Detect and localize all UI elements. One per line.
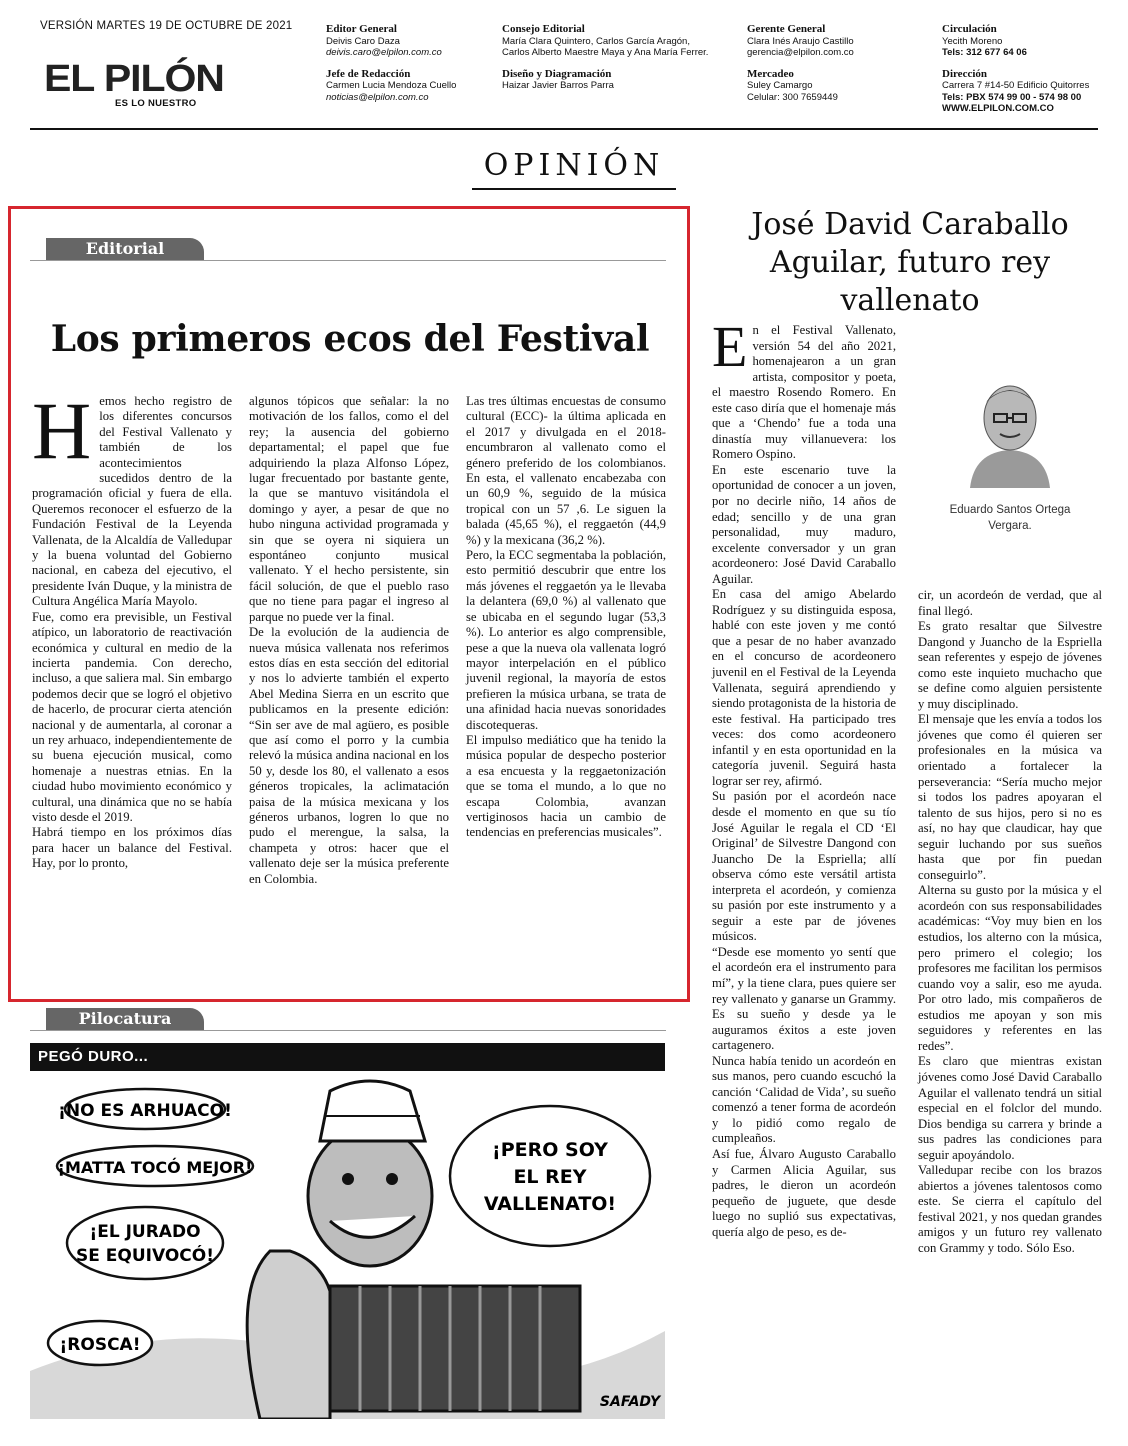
paragraph: “Desde ese momento yo sentí que el acordeón era el instrumento para mí”, y la tiene clara, pues quiere ser rey vallenato y ganarse un Grammy. Es su sueño y desde ya le auguramos éxitos a este joven cartagenero. <box>712 944 896 1053</box>
speech-bubble <box>67 1207 223 1279</box>
paragraph: De la evolución de la audiencia de nueva música vallenata nos referimos estos días en esta sección del editorial y nos lo advierte también el experto Abel Medina Sierra en un escrito que publicamos en la presente edición: “Sin ser ave de mal agüero, es posible que así como el porro y la cumbia relevó la música andina nacional en los 50 y, desde los 80, el vallenato a esos géneros tropicales, la aclimatación paisa de la música mexicana y los géneros urbanos, logren lo que no pudo el merengue, la salsa, la champeta y otros: hacer que el vallenato deje ser la música preferente en Colombia. <box>249 625 449 886</box>
staff-name: Carmen Lucia Mendoza Cuello <box>326 80 457 91</box>
newspaper-slogan: ES LO NUESTRO <box>115 98 197 109</box>
staff-label: Gerente General <box>747 23 826 35</box>
paragraph: En casa del amigo Abelardo Rodríguez y su distinguida esposa, hablé con este joven y me contó que a pesar de no haber avanzado en el concurso de acordeonero juvenil en el Festival de la Leyenda Vallenata, seguirá aprendiendo y siendo protagonista de la historia de este festival. Ha participado tres veces: dos como acordeonero infantil y en esta oportunidad en la categoría juvenil. Seguirá hasta lograr ser rey, afirmó. <box>712 587 896 788</box>
pilocatura-tab-rule <box>30 1030 666 1031</box>
speech-bubble-text: ¡EL JURADO <box>89 1222 201 1242</box>
accordion-icon <box>330 1286 580 1411</box>
column-headline: José David Caraballo Aguilar, futuro rey vallenato <box>751 207 1069 318</box>
pilocatura-tab: Pilocatura <box>46 1008 204 1030</box>
speech-bubble-text: EL REY <box>513 1166 587 1188</box>
editorial-dropcap: H <box>32 385 92 476</box>
staff-name: Clara Inés Araujo Castillo <box>747 35 854 47</box>
staff-email: noticias@elpilon.com.co <box>326 91 429 103</box>
speech-bubble-text: ¡MATTA TOCÓ MEJOR! <box>57 1158 253 1177</box>
staff-name: Haizar Javier Barros Parra <box>502 80 614 91</box>
paragraph: cir, un acordeón de verdad, que al final llegó. <box>918 588 1102 618</box>
section-title: OPINIÓN <box>472 148 676 190</box>
paragraph: Es grato resaltar que Silvestre Dangond y Juancho de la Espriella sean referentes y espejo de jóvenes como este inquieto muchacho que se define como alguien persistente y muy disciplinado. <box>918 619 1102 711</box>
paragraph: Las tres últimas encuestas de consumo cultural (ECC)- la última aplicada en el 2017 y divulgada en el 2018- encumbraron al vallenato como el género preferido de los colombianos. En esta, el vallenato encabezaba con un 60,9 %, seguido de la música tropical con un 57 ,6. Le siguen la balada (45,65 %), el reggaetón (44,9 %) y la mexicana (36,2 %). <box>466 394 666 547</box>
paragraph: Fue, como era previsible, un Festival atípico, un laboratorio de reactivación económica y cultural en medio de la incierta pandemia. Con derecho, incluso, a que saliera mal. Sin embargo podemos decir que se logró el objetivo de hacerlo, de procurar cierta atención nacional y de aumentarla, al coronar a un rey arhuaco, independientemente de su buena ejecución musical, como homenaje a nuestras etnias. En la ciudad hubo movimiento económico y cultural, una dinámica que no se había visto desde el 2019. <box>32 609 232 824</box>
website-link[interactable]: WWW.ELPILON.COM.CO <box>942 103 1054 114</box>
paragraph: Es claro que mientras existan jóvenes como José David Caraballo Aguilar el vallenato tendrá un sitial especial en el folclor del mundo. Dios bendiga su carrera y brinde a sus padres las condiciones para seguir apoyándolo. <box>918 1054 1102 1162</box>
paragraph: emos hecho registro de los diferentes concursos del Festival Vallenato y también de los acontecimientos sucedidos dentro de la programación oficial y fuera de ella. Queremos reconocer el esfuerzo de la Fundación Festival de la Leyenda Vallenata, de la Alcaldía de Valledupar y la buena voluntad del Gobierno nacional, en cabeza del ejecutivo, el presidente Iván Duque, y la ministra de Cultura Angélica María Mayolo. <box>32 394 232 609</box>
column-text-1 <box>712 314 896 1240</box>
staff-label: Circulación <box>942 23 997 35</box>
author-photo <box>966 370 1054 488</box>
cartoon-eye <box>342 1173 354 1185</box>
staff-label: Diseño y Diagramación <box>502 67 612 80</box>
staff-email: gerencia@elpilon.com.co <box>747 47 854 58</box>
edition-date: VERSIÓN MARTES 19 DE OCTUBRE DE 2021 <box>40 20 293 32</box>
paragraph: Alterna su gusto por la música y el acordeón con sus responsabilidades académicas: “Voy muy bien en los estudios, los alterno con la música, pero primero el colegio; los profesores me facilitan los permisos cuando voy a salir, eso me ayuda. Por otro lado, mis compañeros de estudios me apoyan y son mis seguidores y referentes en las redes”. <box>918 883 1102 1053</box>
editorial-column-1 <box>32 385 232 872</box>
staff-label: Consejo Editorial <box>502 23 585 35</box>
cartoon-eye <box>386 1173 398 1185</box>
staff-consejo-column <box>502 24 714 92</box>
staff-editorial-column <box>326 24 456 103</box>
cartoon-title: PEGÓ DURO... <box>30 1043 665 1071</box>
newspaper-logo: EL PILÓN <box>44 58 224 100</box>
staff-phone: Celular: 300 7659449 <box>747 91 838 103</box>
staff-label: Jefe de Redacción <box>326 67 411 80</box>
staff-email: deivis.caro@elpilon.com.co <box>326 47 442 58</box>
editorial-column-3 <box>466 394 666 841</box>
paragraph: Nunca había tenido un acordeón en sus manos, pero cuando escuchó la canción ‘Calidad de Vida’, su sueño comenzó a tener forma de acordeón y lo pidió como regalo de cumpleaños. <box>712 1053 896 1146</box>
cartoon-body <box>247 1251 330 1419</box>
staff-gerencia-column <box>747 24 854 103</box>
staff-name: Suley Camargo <box>747 80 813 91</box>
cartoon-illustration <box>30 1071 665 1419</box>
author-name: Eduardo Santos Ortega Vergara. <box>949 504 1071 532</box>
staff-name: María Clara Quintero, Carlos García Aragón, Carlos Alberto Maestre Maya y Ana María Ferrer. <box>502 35 709 58</box>
speech-bubble-text: ¡ROSCA! <box>59 1335 141 1355</box>
paragraph: Habrá tiempo en los próximos días para hacer un balance del Festival. Hay, por lo pronto, <box>32 825 232 871</box>
speech-bubble-text: ¡NO ES ARHUACO! <box>58 1101 232 1121</box>
editorial-column-2 <box>249 394 449 887</box>
column-dropcap: E <box>712 314 748 379</box>
cartoonist-signature: SAFADY <box>599 1394 661 1410</box>
masthead-divider <box>30 128 1098 130</box>
staff-circulacion-column <box>942 24 1089 115</box>
staff-label: Mercadeo <box>747 67 794 80</box>
paragraph: El mensaje que les envía a todos los jóvenes que como él quieren ser profesionales en la música va orientado a fortalecer la perseverancia: “Sería mucho mejor si todos los padres apoyaran el talento de sus hijos, pero si no es así, no hay que claudicar, hay que seguir luchando por sus sueños hasta que por fin puedan conseguirlo”. <box>918 712 1102 882</box>
speech-bubble-text: VALLENATO! <box>483 1193 617 1215</box>
staff-label: Dirección <box>942 67 988 80</box>
speech-bubble-text: ¡PERO SOY <box>492 1139 608 1161</box>
staff-phone: Tels: PBX 574 99 00 - 574 98 00 <box>942 91 1082 103</box>
paragraph: El impulso mediático que ha tenido la música popular de despecho posterior a esa encuesta y la reggaetonización que se toma el mundo, a lo que no escapa Colombia, avanzan vertiginosos hacia un cambio de tendencias en preferencias musicales”. <box>466 732 666 840</box>
paragraph: n el Festival Vallenato, versión 54 del año 2021, homenajearon a un gran artista, compositor y poeta, el maestro Rosendo Romero. En este caso diría que el homenaje más que a ‘Chendo’ fue a toda una dinastía muy villanuevera: los Romero Ospino. <box>712 323 896 462</box>
staff-phone: Tels: 312 677 64 06 <box>942 47 1027 58</box>
staff-name: Deivis Caro Daza <box>326 35 400 47</box>
editorial-tab: Editorial <box>46 238 204 260</box>
paragraph: Valledupar recibe con los brazos abiertos a jóvenes talentosos como este. Se cierra el capítulo del festival 2021, y nos quedan grandes amigos y un futuro rey vallenato con Grammy y todo. Sólo Eso. <box>918 1163 1102 1255</box>
staff-name: Yecith Moreno <box>942 35 1003 47</box>
staff-label: Editor General <box>326 23 397 35</box>
staff-address: Carrera 7 #14-50 Edificio Quitorres <box>942 80 1090 91</box>
column-text-2 <box>918 588 1102 1257</box>
paragraph: Su pasión por el acordeón nace desde el momento en que su tío José Aguilar le regala el CD ‘El Original’ de Silvestre Dangond con Juancho De la Espriella; allí observa cómo este versátil artista interpreta el acordeón, y comienza su pasión por este instrumento y a seguir a este par de jóvenes músicos. <box>712 789 896 944</box>
paragraph: algunos tópicos que señalar: la no motivación de los fallos, como el del rey; la ausencia del gobierno departamental; el papel que fue adquiriendo la plaza Alfonso López, lugar frecuentado por bastante gente, la que se mantuvo visitándola el domingo y ayer, a pesar de que no hubo ninguna actividad programada y sin que se oyera ni siquiera un espontáneo conjunto musical vallenato. Y el hecho persistente, sin fácil solución, de que el pueblo raso que no tiene para pagar el ingreso al parque no puede ver la final. <box>249 394 449 624</box>
paragraph: Así fue, Álvaro Augusto Caraballo y Carmen Alicia Aguilar, sus padres, le dieron un acordeón pequeño de juguete, que desde luego no suplió sus expectativas, quería algo de peso, es de- <box>712 1146 896 1239</box>
editorial-tab-rule <box>30 260 666 261</box>
paragraph: En este escenario tuve la oportunidad de conocer a un joven, por no decirle niño, 14 años de edad; sencillo y de una gran personalidad, muy maduro, excelente conversador y un gran acordeonero: José David Caraballo Aguilar. <box>712 462 896 586</box>
cartoon-hat <box>320 1081 425 1141</box>
editorial-headline: Los primeros ecos del Festival <box>50 318 650 360</box>
speech-bubble-text: SE EQUIVOCÓ! <box>76 1246 214 1266</box>
cartoon-face <box>308 1126 432 1266</box>
paragraph: Pero, la ECC segmentaba la población, esto permitió descubrir que entre los más jóvenes el reggaetón ya le llevaba la delantera (69,0 %) al vallenato que se ubicaba en el segundo lugar (53,3 %). Lo anterior es algo comprensible, pese a que la nueva ola vallenata logró mayor interpelación en el público juvenil regional, la mayoría de estos prefieren la música urbana, se trata de una afinidad hacia nuevas sonoridades discotequeras. <box>466 548 666 732</box>
